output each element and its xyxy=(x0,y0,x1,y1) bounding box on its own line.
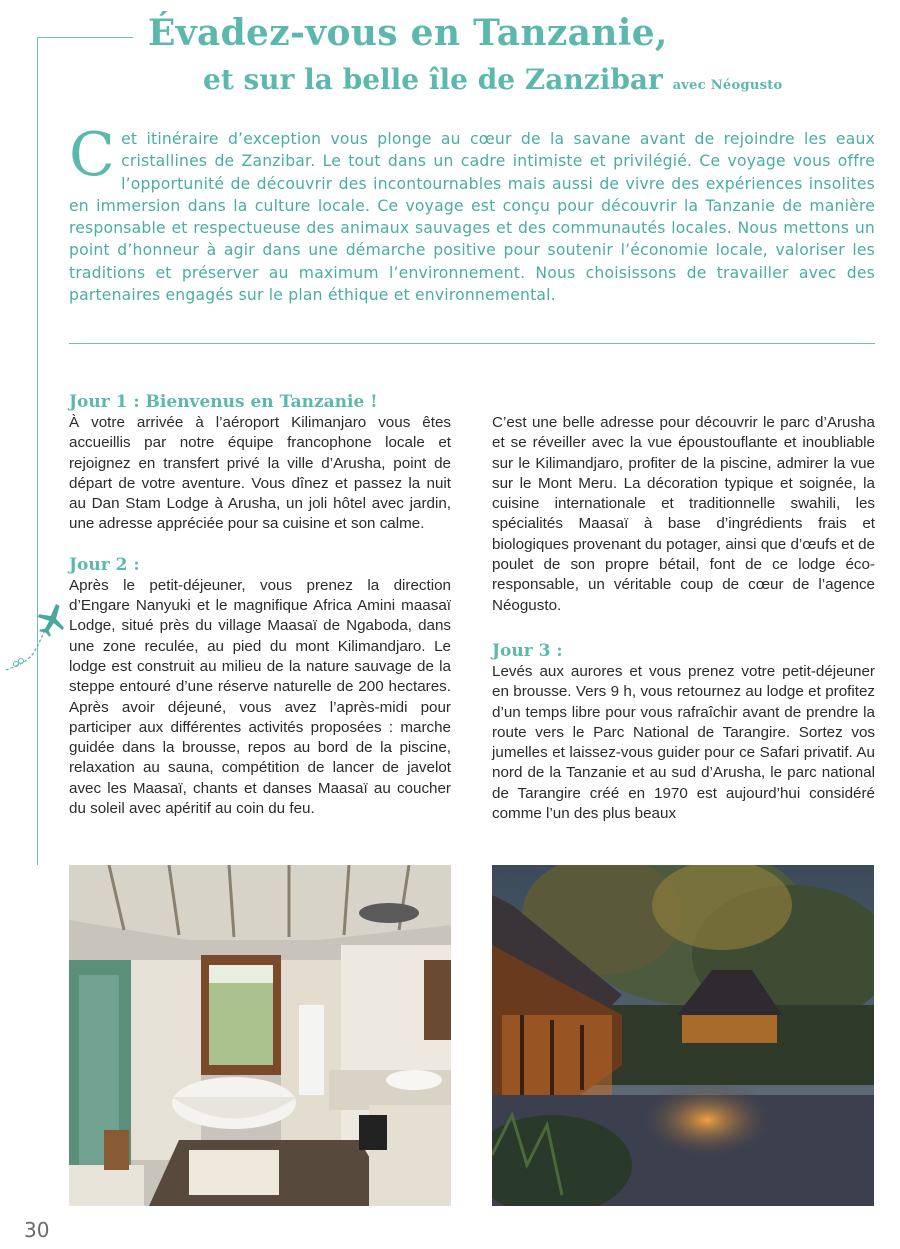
drop-cap: C xyxy=(69,120,116,190)
column-left xyxy=(69,391,451,819)
page-subtitle xyxy=(203,63,783,96)
day2-heading: Jour 2 : xyxy=(69,554,140,575)
intro-paragraph xyxy=(69,120,875,306)
page-number: 30 xyxy=(24,1218,50,1242)
airplane-icon xyxy=(2,600,72,680)
photo-bathroom xyxy=(69,865,451,1206)
frame-line-left xyxy=(37,37,38,865)
intro-text: et itinéraire d’exception vous plonge au cœur de la savane avant de rejoindre les eaux cristallines de Zanzibar. Le tout dans un cadre intimiste et privilégié. Ce voyage vous offre l’opportunité de découvrir des incontournables mais aussi de vivre des expériences insolites en immersion dans la culture locale. Ce voyage est conçu pour découvrir la Tanzanie de manière responsable et respectueuse des animaux sauvages et des communautés locales. Nous mettons un point d’honneur à agir dans une démarche positive pour soutenir l’économie locale, valoriser les traditions et préserver au maximum l’environnement. Nous choisissons de travailler avec des partenaires engagés sur le plan éthique et environnemental. xyxy=(69,130,875,305)
day2-text: Après le petit-déjeuner, vous prenez la direction d’Engare Nanyuki et le magnifique Africa Amini maasaï Lodge, situé près du village Maasaï de Ngaboda, dans une zone reculée, au pied du mont Kilimandjaro. Le lodge est construit au milieu de la nature sauvage de la steppe entouré d’une réserve naturelle de 200 hectares. Après avoir déjeuné, vous avez l’après-midi pour participer aux différentes activités proposées : marche guidée dans la brousse, repos au bord de la piscine, relaxation au sauna, compétition de lancer de javelot avec les Maasaï, chants et danses Maasaï au coucher du soleil avec apéritif au coin du feu. xyxy=(69,576,451,818)
day1-text: À votre arrivée à l’aéroport Kilimanjaro vous êtes accueillis par notre équipe francophone locale et rejoignez en transfert privé la ville d’Arusha, point de départ de votre aventure. Vous dînez et passez la nuit au Dan Stam Lodge à Arusha, un joli hôtel avec jardin, une adresse appréciée pour sa cuisine et son calme. xyxy=(69,414,451,533)
photo-lodge-evening xyxy=(492,865,874,1206)
subtitle-text: et sur la belle île de Zanzibar xyxy=(203,63,663,96)
subtitle-brand: avec Néogusto xyxy=(672,78,783,93)
day1-heading: Jour 1 : Bienvenus en Tanzanie ! xyxy=(69,392,378,412)
frame-line-top xyxy=(37,37,133,38)
column-right xyxy=(492,413,875,824)
day3-text: Levés aux aurores et vous prenez votre petit-déjeuner en brousse. Vers 9 h, vous retournez au lodge et profitez d’un temps libre pour vous rafraîchir avant de prendre la route vers le Parc National de Tarangire. Sortez vos jumelles et laissez-vous guider pour ce Safari privatif. Au nord de la Tanzanie et au sud d’Arusha, le parc national de Tarangire créé en 1970 est aujourd’hui considéré comme l’un des plus beaux xyxy=(492,662,875,823)
day3-heading: Jour 3 : xyxy=(492,640,563,661)
page-title: Évadez-vous en Tanzanie, xyxy=(148,12,668,54)
day2-text-continued: C’est une belle adresse pour découvrir le parc d’Arusha et se réveiller avec la vue époustouflante et inoubliable sur le Kilimandjaro, profiter de la piscine, admirer la vue sur le Mont Meru. La décoration typique et soignée, la cuisine internationale et traditionnelle swahili, les spécialités Maasaï à base d’ingrédients frais et biologiques provenant du potager, ainsi que d’œufs et de poulet de son propre bétail, font de ce lodge éco-responsable, un véritable coup de cœur de l’agence Néogusto. xyxy=(492,414,875,614)
section-divider xyxy=(69,343,875,344)
